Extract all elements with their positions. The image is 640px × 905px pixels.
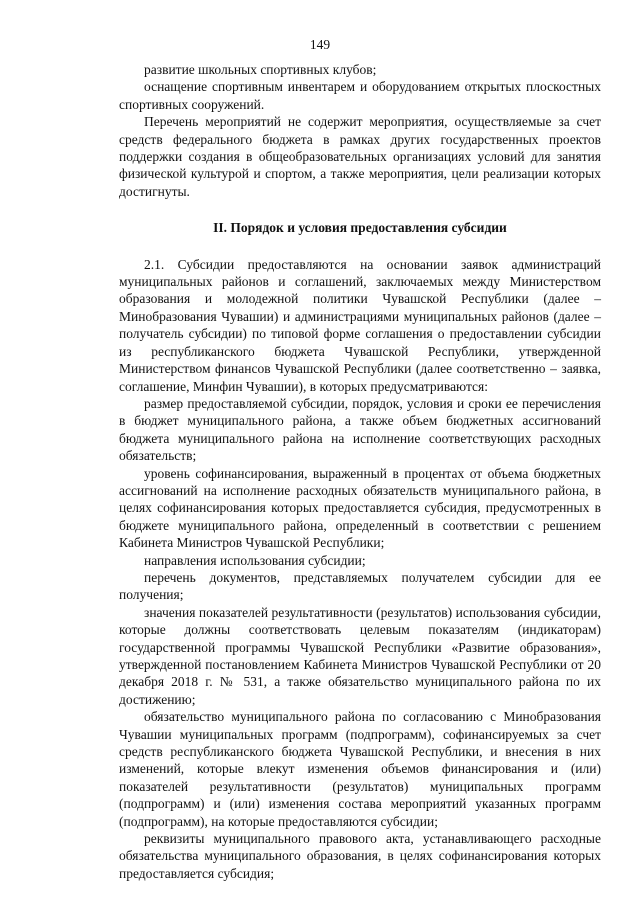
paragraph: значения показателей результативности (результатов) использования субсидии, которые должны соответствовать целевым показателям (индикаторам) государственной программы Чувашской Республики «Развитие образования», утвержденной постановлением Кабинета Министров Чувашской Республики от 20 декабря 2018 г. № 531, а также обязательство муниципального района по их достижению;: [119, 604, 601, 707]
paragraph: 2.1. Субсидии предоставляются на основании заявок администраций муниципальных районов и соглашений, заключаемых между Министерством образования и молодежной политики Чувашской Республики (далее – Минобразования Чувашии) и администрациями муниципальных районов (далее – получатель субсидии) по типовой форме соглашения о предоставлении субсидии из республиканского бюджета Чувашской Республики, утвержденной Министерством финансов Чувашской Республики (далее соответственно – заявка, соглашение, Минфин Чувашии), в которых предусматриваются:: [119, 256, 601, 394]
page-number: 149: [309, 37, 331, 52]
document-body: [119, 61, 601, 882]
paragraph: размер предоставляемой субсидии, порядок, условия и сроки ее перечисления в бюджет муниципального района, а также объем бюджетных ассигнований бюджета муниципального района на исполнение соответствующих расходных обязательств;: [119, 395, 601, 464]
paragraph: уровень софинансирования, выраженный в процентах от объема бюджетных ассигнований на исполнение расходных обязательств муниципального района, в целях софинансирования которых предоставляется субсидия, предусмотренных в бюджете муниципального района, определенный в соответствии с решением Кабинета Министров Чувашской Республики;: [119, 465, 601, 551]
paragraph: направления использования субсидии;: [144, 552, 366, 568]
paragraph: перечень документов, представляемых получателем субсидии для ее получения;: [119, 569, 601, 603]
paragraph: обязательство муниципального района по согласованию с Минобразования Чувашии муниципальных программ (подпрограмм), софинансируемых за счет средств республиканского бюджета Чувашской Республики, и внесения в них изменений, которые влекут изменения объемов финансирования и (или) показателей результативности (результатов) муниципальных программ (подпрограмм) и (или) изменения состава мероприятий указанных программ (подпрограмм), на которые предоставляются субсидии;: [119, 709, 601, 829]
paragraph: оснащение спортивным инвентарем и оборудованием открытых плоскостных спортивных сооружений.: [119, 79, 601, 112]
paragraph: Перечень мероприятий не содержит мероприятия, осуществляемые за счет средств федерального бюджета в рамках других государственных проектов поддержки создания в общеобразовательных организациях условий для занятия физической культурой и спортом, а также мероприятия, цели реализации которых достигнуты.: [119, 114, 601, 199]
section-heading: II. Порядок и условия предоставления субсидии: [213, 220, 507, 236]
paragraph: реквизиты муниципального правового акта, устанавливающего расходные обязательства муниципального образования, в целях софинансирования которых предоставляется субсидия;: [119, 831, 601, 881]
paragraph: развитие школьных спортивных клубов;: [144, 62, 377, 77]
